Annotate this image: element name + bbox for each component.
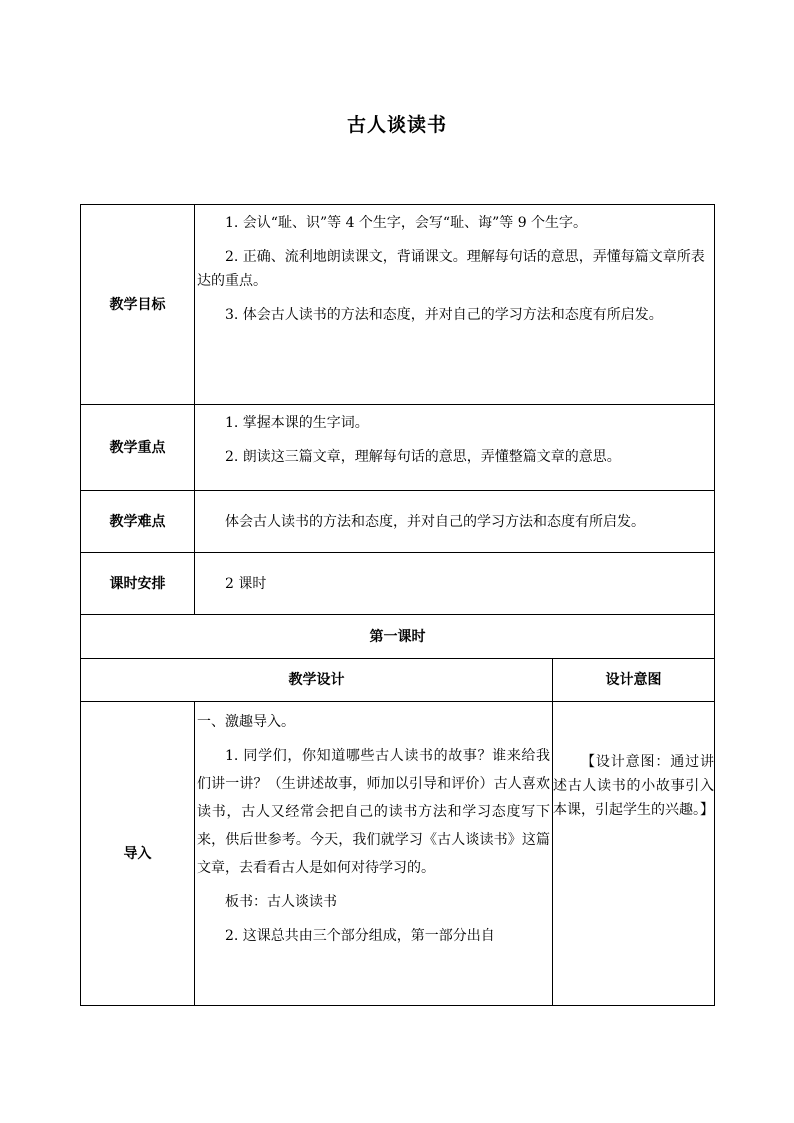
schedule-label: 课时安排 bbox=[81, 553, 195, 615]
schedule-row bbox=[81, 553, 715, 615]
key-point-item-2: 2. 朗读这三篇文章，理解每句话的意思，弄懂整篇文章的意思。 bbox=[225, 449, 621, 465]
schedule-content bbox=[195, 553, 715, 615]
intro-intent bbox=[553, 702, 715, 1006]
intro-paragraph-2: 2. 这课总共由三个部分组成，第一部分出自 bbox=[225, 928, 495, 944]
difficulties-label: 教学难点 bbox=[81, 491, 195, 553]
goals-label: 教学目标 bbox=[81, 205, 195, 405]
section-title: 第一课时 bbox=[81, 615, 715, 659]
intro-intent-text: 【设计意图：通过讲述古人读书的小故事引入本课，引起学生的兴趣。】 bbox=[553, 754, 714, 818]
intro-board-note: 板书：古人谈读书 bbox=[225, 894, 337, 910]
column-header-row bbox=[81, 659, 715, 702]
intro-content bbox=[195, 702, 553, 1006]
col-intent-header: 设计意图 bbox=[553, 659, 715, 702]
intro-heading: 一、激趣导入。 bbox=[197, 714, 295, 730]
goal-item-1: 1. 会认“耻、识”等 4 个生字，会写“耻、诲”等 9 个生字。 bbox=[225, 215, 588, 231]
key-point-item-1: 1. 掌握本课的生字词。 bbox=[225, 415, 369, 431]
key-points-content bbox=[195, 405, 715, 491]
goals-content bbox=[195, 205, 715, 405]
intro-label: 导入 bbox=[81, 702, 195, 1006]
goals-row bbox=[81, 205, 715, 405]
col-design-header: 教学设计 bbox=[81, 659, 553, 702]
intro-row bbox=[81, 702, 715, 1006]
difficulties-row bbox=[81, 491, 715, 553]
key-points-label: 教学重点 bbox=[81, 405, 195, 491]
intro-paragraph-1: 1. 同学们，你知道哪些古人读书的故事？谁来给我们讲一讲？（生讲述故事，师加以引导和评价）古人喜欢读书，古人又经常会把自己的读书方法和学习态度写下来，供后世参考。今天，我们就学习《古人谈读书》这篇文章，去看看古人是如何对待学习的。 bbox=[197, 748, 550, 876]
lesson-plan-table bbox=[80, 204, 715, 1006]
goal-item-3: 3. 体会古人读书的方法和态度，并对自己的学习方法和态度有所启发。 bbox=[225, 307, 663, 323]
schedule-text: 2 课时 bbox=[225, 575, 267, 592]
section-row bbox=[81, 615, 715, 659]
difficulties-text: 体会古人读书的方法和态度，并对自己的学习方法和态度有所启发。 bbox=[225, 513, 645, 530]
goal-item-2: 2. 正确、流利地朗读课文，背诵课文。理解每句话的意思，弄懂每篇文章所表达的重点。 bbox=[197, 249, 705, 289]
page-title: 古人谈读书 bbox=[346, 114, 447, 136]
difficulties-content bbox=[195, 491, 715, 553]
key-points-row bbox=[81, 405, 715, 491]
